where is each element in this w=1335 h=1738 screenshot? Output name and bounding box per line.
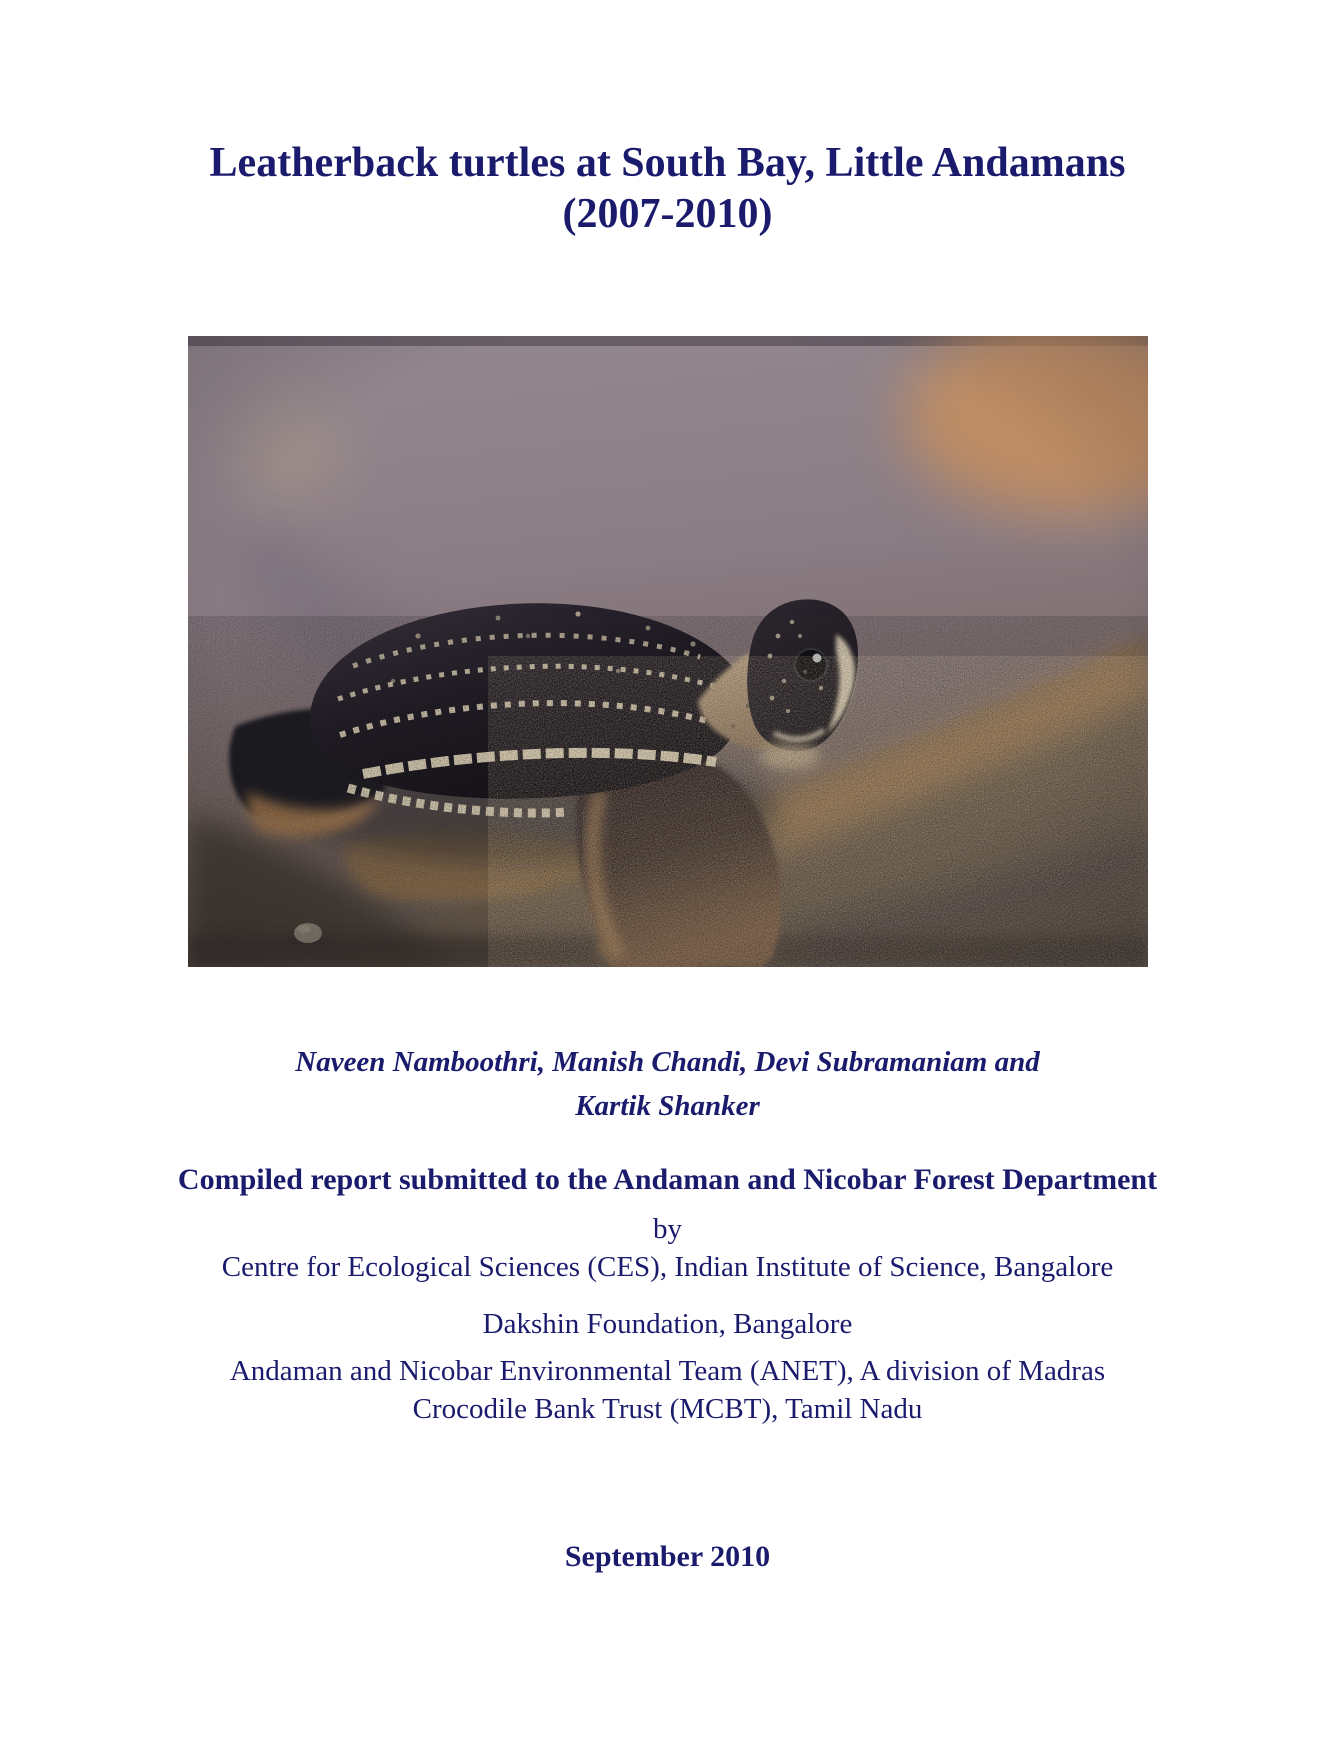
cover-photo [188,336,1148,967]
authors-block [0,1040,1335,1128]
authors-line1: Naveen Namboothri, Manish Chandi, Devi Subramaniam and [295,1046,1040,1078]
authors-line2: Kartik Shanker [575,1090,760,1122]
vignette [188,336,1148,967]
report-date: September 2010 [564,1540,771,1573]
organization-ces: Centre for Ecological Sciences (CES), Indian Institute of Science, Bangalore [221,1251,1114,1283]
organization-anet: Andaman and Nicobar Environmental Team (ANET), A division of Madras Crocodile Bank Trust (MCBT), Tamil Nadu [229,1355,1106,1425]
organization-dakshin: Dakshin Foundation, Bangalore [482,1308,853,1340]
report-title-line2: (2007-2010) [562,191,773,237]
page-title [0,138,1335,240]
turtle-photo-illustration [188,336,1148,967]
submission-statement: Compiled report submitted to the Andaman and Nicobar Forest Department [177,1163,1158,1196]
report-title-line1: Leatherback turtles at South Bay, Little Andamans [209,140,1126,186]
by-label: by [653,1213,682,1245]
